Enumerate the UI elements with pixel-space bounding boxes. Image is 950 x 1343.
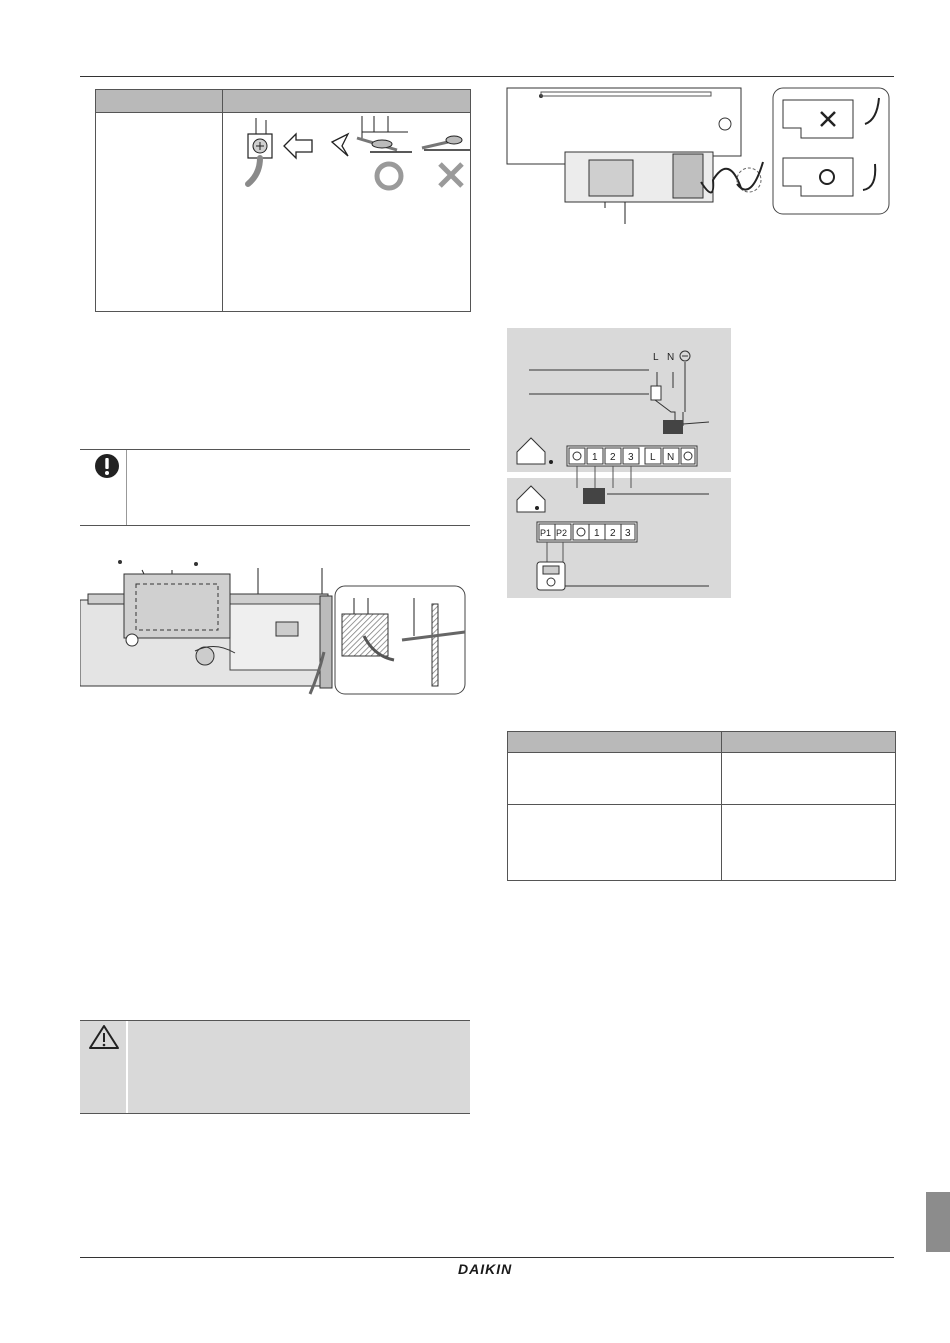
specification-table	[507, 731, 896, 881]
indoor-terminal-2: 2	[610, 528, 616, 539]
table-column-divider	[721, 732, 722, 880]
outdoor-terminal-2: 2	[610, 452, 616, 463]
table-header	[96, 90, 470, 113]
outdoor-terminal-3: 3	[628, 452, 634, 463]
label-N: N	[667, 352, 675, 363]
warning-note-divider	[126, 1021, 128, 1113]
terminal-connection-illustration	[222, 112, 470, 202]
important-note-top-rule	[80, 449, 470, 450]
outdoor-terminal-1: 1	[592, 452, 598, 463]
table-row-divider	[508, 804, 895, 805]
table-header	[508, 732, 895, 753]
connection-table	[95, 89, 471, 312]
label-L: L	[653, 352, 659, 363]
indoor-terminal-P2: P2	[556, 528, 568, 538]
indoor-terminal-row	[539, 524, 635, 540]
footer-rule	[80, 1257, 894, 1258]
indoor-terminal-P1: P1	[540, 528, 552, 538]
outdoor-terminal-row	[569, 448, 695, 464]
outdoor-terminal-L: L	[650, 452, 656, 463]
chapter-tab	[926, 1192, 950, 1252]
indoor-terminal-3: 3	[625, 528, 631, 539]
exclamation-icon	[94, 453, 120, 479]
indoor-unit-wiring-illustration	[80, 556, 470, 706]
important-note-bottom-rule	[80, 525, 470, 526]
important-note-divider	[126, 450, 127, 525]
interconnection-wiring-diagram	[507, 328, 731, 598]
warning-note	[80, 1020, 470, 1114]
header-rule	[80, 76, 894, 77]
control-box-wiring-illustration	[505, 84, 895, 234]
warning-triangle-icon	[88, 1024, 120, 1050]
brand-logo: DAIKIN	[458, 1261, 513, 1277]
indoor-terminal-1: 1	[594, 528, 600, 539]
outdoor-terminal-N: N	[667, 452, 675, 463]
